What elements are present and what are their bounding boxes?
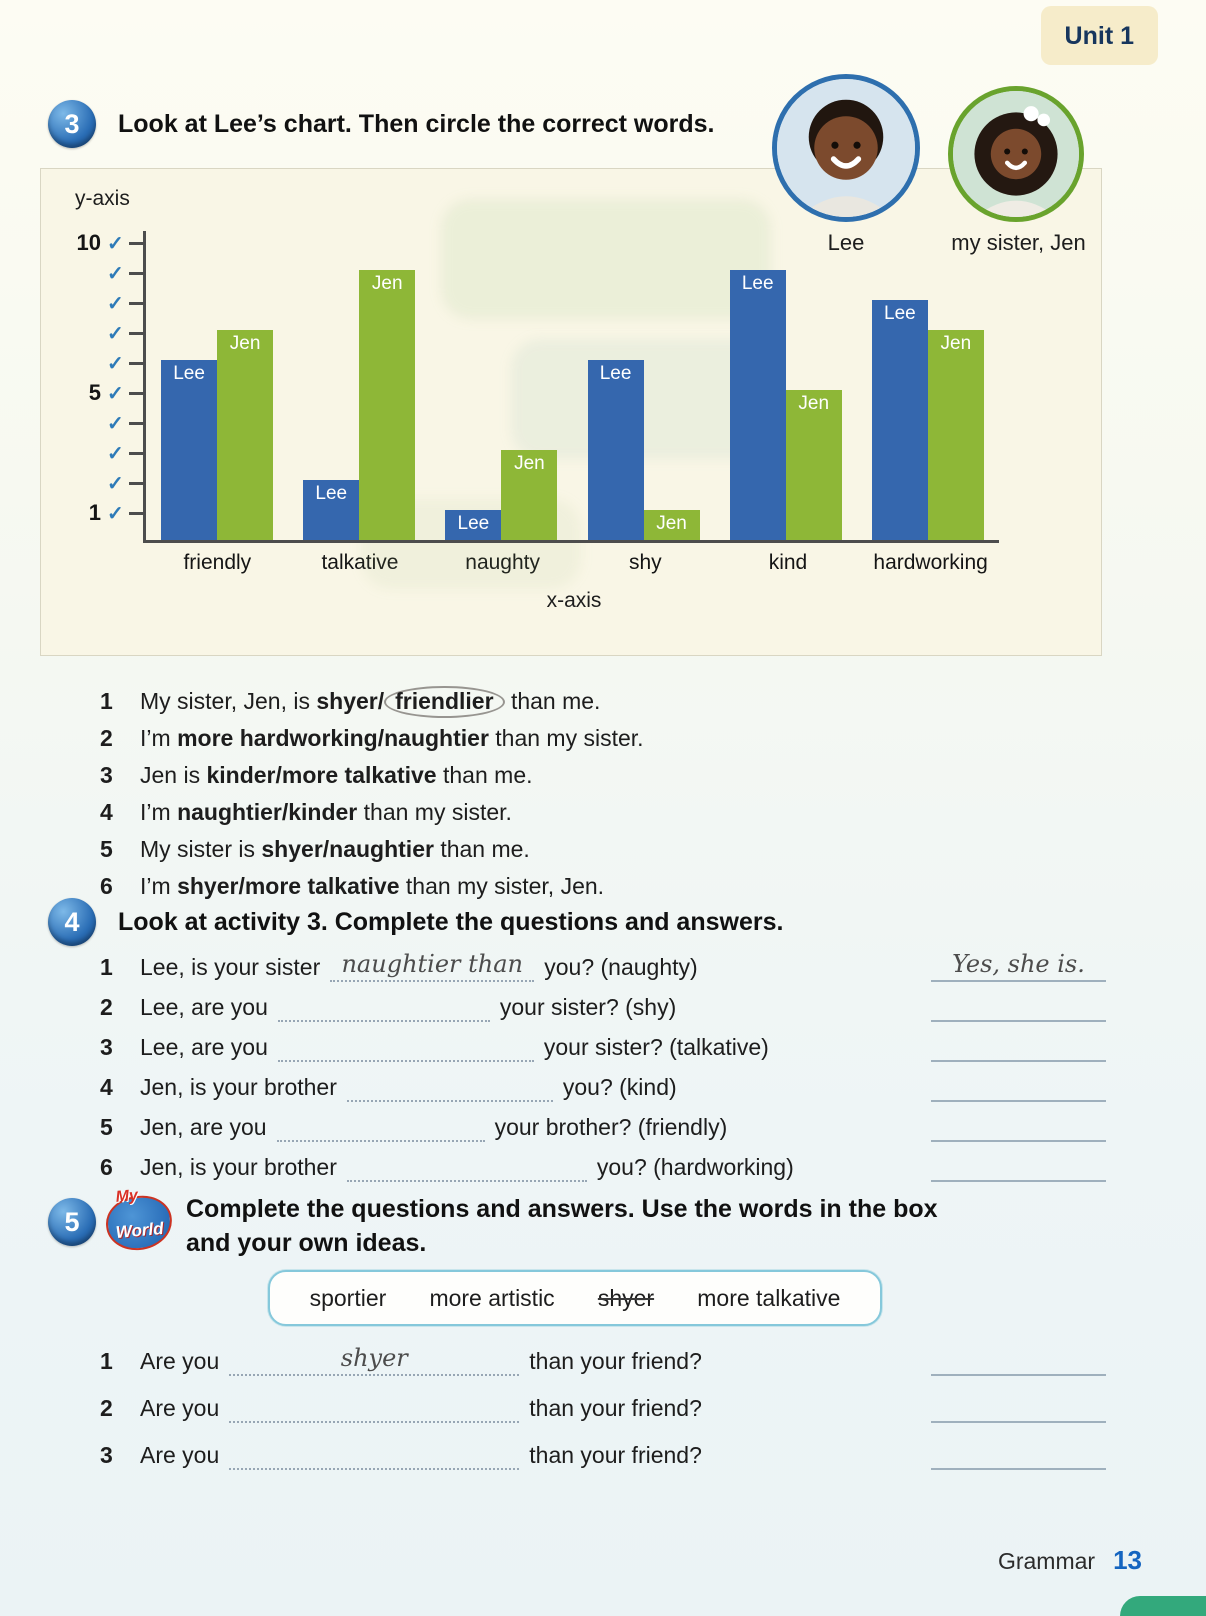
bar-label: Lee — [741, 273, 774, 294]
y-tick-label: 1 — [88, 500, 101, 525]
checkmark-icon: ✓ — [107, 412, 124, 435]
item-pre: Are you — [140, 1442, 220, 1468]
question-pre: I’m — [140, 799, 178, 825]
bar-label: Lee — [315, 483, 348, 504]
activity4-items — [100, 952, 1106, 1192]
tick-mark-line — [129, 392, 143, 395]
activity3-title: Look at Lee’s chart. Then circle the correct words. — [118, 109, 715, 138]
option-word[interactable]: shyer — [316, 688, 378, 714]
bar-label: Lee — [457, 513, 490, 534]
short-answer-line[interactable] — [931, 1440, 1106, 1470]
checkmark-icon: ✓ — [107, 262, 124, 285]
my-world-logo-bottom: World — [114, 1218, 165, 1243]
question-number: 2 — [100, 725, 113, 751]
bar-jen-friendly — [217, 330, 273, 540]
x-labels — [146, 543, 1002, 575]
option-word[interactable]: more talkative — [281, 762, 437, 788]
question-text — [140, 686, 600, 716]
tick-mark-line — [129, 512, 143, 515]
word-box-word[interactable]: more artistic — [429, 1284, 555, 1311]
tick-mark-line — [129, 362, 143, 365]
fill-row — [100, 1112, 1106, 1142]
checkmark-icon: ✓ — [107, 322, 124, 345]
bar-label: Lee — [884, 303, 916, 324]
question-number: 6 — [100, 873, 113, 899]
activity3-questions — [100, 686, 1100, 908]
option-word[interactable]: more hardworking — [177, 725, 378, 751]
short-answer-line[interactable] — [931, 1032, 1106, 1062]
x-label-friendly: friendly — [183, 551, 252, 574]
option-word[interactable]: naughtier — [177, 799, 282, 825]
question-pre: I’m — [140, 873, 178, 899]
item-pre: Lee, are you — [140, 994, 268, 1020]
my-world-logo-top: My — [114, 1187, 139, 1206]
item-post: your sister? (shy) — [499, 994, 677, 1020]
checkmark-icon: ✓ — [107, 382, 124, 405]
question-pre: I’m — [140, 725, 178, 751]
item-pre: Jen, is your brother — [140, 1074, 337, 1100]
option-separator: / — [275, 762, 282, 788]
question-text — [140, 760, 533, 790]
handwritten-answer: shyer — [340, 1344, 408, 1372]
short-answer-line[interactable] — [931, 1072, 1106, 1102]
bar-group-kind — [715, 270, 857, 540]
item-pre: Lee, are you — [140, 1034, 268, 1060]
answer-blank[interactable] — [330, 952, 534, 982]
checkmark-icon: ✓ — [107, 352, 124, 375]
bar-lee-hardworking — [872, 300, 928, 540]
short-answer-line[interactable] — [931, 1112, 1106, 1142]
item-pre: Are you — [140, 1395, 220, 1421]
question-number: 4 — [100, 799, 113, 825]
jen-caption: my sister, Jen — [951, 230, 1086, 255]
item-number: 2 — [100, 994, 113, 1020]
option-separator: / — [281, 799, 289, 825]
lee-caption: Lee — [827, 230, 865, 255]
answer-blank[interactable] — [229, 1346, 519, 1376]
answer-blank[interactable] — [278, 992, 490, 1022]
y-tick-7 — [67, 321, 143, 345]
y-axis-ticks — [67, 231, 143, 543]
x-label-naughty: naughty — [465, 551, 540, 574]
my-world-logo — [104, 1187, 174, 1253]
fill-row — [100, 1393, 1106, 1423]
y-tick-4 — [67, 411, 143, 435]
item-post: you? (hardworking) — [596, 1154, 794, 1180]
item-post: your brother? (friendly) — [494, 1114, 728, 1140]
question-row — [100, 760, 1100, 790]
bar-lee-kind — [730, 270, 786, 540]
question-row — [100, 871, 1100, 901]
question-row — [100, 797, 1100, 827]
item-post: than your friend? — [529, 1442, 702, 1468]
y-tick-8 — [67, 291, 143, 315]
short-answer-line[interactable] — [931, 1152, 1106, 1182]
item-pre: Jen, are you — [140, 1114, 267, 1140]
item-pre: Are you — [140, 1348, 220, 1374]
fill-row — [100, 1152, 1106, 1182]
y-tick-9 — [67, 261, 143, 285]
option-word[interactable]: kinder — [206, 762, 276, 788]
option-separator: / — [238, 873, 245, 899]
tick-mark-line — [129, 332, 143, 335]
word-box-word[interactable]: sportier — [309, 1284, 387, 1311]
bar-label: Jen — [656, 513, 687, 534]
bar-lee-talkative — [303, 480, 359, 540]
activity4-badge: 4 — [48, 898, 96, 946]
question-post: than my sister, Jen. — [399, 873, 605, 899]
question-text — [140, 834, 530, 864]
short-answer-line[interactable] — [931, 952, 1106, 982]
question-post: than my sister. — [488, 725, 644, 751]
question-pre: My sister, Jen, is — [140, 688, 317, 714]
bar-jen-talkative — [359, 270, 415, 540]
question-post: than me. — [436, 762, 533, 788]
item-number: 3 — [100, 1034, 113, 1060]
bar-lee-shy — [588, 360, 644, 540]
answer-blank[interactable] — [229, 1393, 519, 1423]
question-post: than my sister. — [357, 799, 512, 825]
question-number: 1 — [100, 688, 113, 714]
checkmark-icon: ✓ — [107, 442, 124, 465]
x-label-talkative: talkative — [321, 551, 399, 574]
jen-photo — [948, 86, 1084, 222]
bar-jen-kind — [786, 390, 842, 540]
handwritten-answer: naughtier than — [341, 950, 524, 978]
option-separator: / — [322, 836, 330, 862]
y-tick-6 — [67, 351, 143, 375]
question-pre: Jen is — [140, 762, 207, 788]
bar-jen-shy — [644, 510, 700, 540]
question-post: than me. — [433, 836, 530, 862]
item-pre: Lee, is your sister — [140, 954, 321, 980]
item-post: than your friend? — [529, 1395, 702, 1421]
bar-label: Jen — [229, 333, 261, 354]
option-word[interactable]: naughtier — [329, 836, 434, 862]
fill-row — [100, 1440, 1106, 1470]
activity3-header — [48, 100, 714, 148]
activity5-title: Complete the questions and answers. Use the words in the box and your own ideas. — [186, 1195, 938, 1257]
y-tick-5 — [67, 381, 143, 405]
bar-label: Jen — [798, 393, 830, 414]
bar-label: Jen — [371, 273, 403, 294]
option-separator: / — [377, 725, 385, 751]
y-tick-10 — [67, 231, 143, 255]
option-word[interactable]: shyer — [261, 836, 323, 862]
activity5-badge: 5 — [48, 1198, 96, 1246]
question-pre: My sister is — [140, 836, 262, 862]
bar-jen-hardworking — [928, 330, 984, 540]
tick-mark-line — [129, 272, 143, 275]
handwritten-answer: Yes, she is. — [952, 950, 1085, 978]
bar-group-shy — [572, 360, 714, 540]
question-row — [100, 723, 1100, 753]
checkmark-icon: ✓ — [107, 292, 124, 315]
tick-mark-line — [129, 482, 143, 485]
option-word[interactable]: naughtier — [384, 725, 489, 751]
checkmark-icon: ✓ — [107, 502, 124, 525]
bar-label: Jen — [514, 453, 545, 474]
question-row — [100, 686, 1100, 716]
item-number: 1 — [100, 954, 113, 980]
question-post: than me. — [504, 688, 601, 714]
short-answer-line[interactable] — [931, 1346, 1106, 1376]
word-box — [268, 1270, 882, 1326]
bar-label: Lee — [173, 363, 205, 384]
item-number: 4 — [100, 1074, 113, 1100]
tick-mark-line — [129, 302, 143, 305]
page-number: 13 — [1113, 1545, 1142, 1575]
x-label-hardworking: hardworking — [873, 551, 988, 574]
answer-blank[interactable] — [229, 1440, 519, 1470]
item-number: 6 — [100, 1154, 113, 1180]
checkmark-icon: ✓ — [107, 232, 124, 255]
item-number: 3 — [100, 1442, 113, 1468]
question-text — [140, 871, 604, 901]
x-label-kind: kind — [768, 551, 808, 574]
tick-mark-line — [129, 452, 143, 455]
option-word[interactable]: kinder — [288, 799, 358, 825]
item-number: 2 — [100, 1395, 113, 1421]
option-word[interactable]: more talkative — [244, 873, 400, 899]
bar-groups — [146, 231, 999, 540]
item-post: than your friend? — [529, 1348, 702, 1374]
x-label-shy: shy — [628, 551, 662, 574]
answer-blank[interactable] — [277, 1112, 485, 1142]
activity5-header — [48, 1198, 96, 1246]
page-corner-decoration — [1120, 1596, 1206, 1616]
answer-blank[interactable] — [278, 1032, 534, 1062]
answer-blank[interactable] — [347, 1072, 553, 1102]
question-text — [140, 723, 644, 753]
activity5-items — [100, 1346, 1106, 1480]
word-box-word[interactable]: more talkative — [697, 1284, 841, 1311]
bar-label: Jen — [940, 333, 972, 354]
activity4-header — [48, 898, 783, 946]
question-row — [100, 834, 1100, 864]
bar-group-friendly — [146, 330, 288, 540]
bar-group-talkative — [288, 270, 430, 540]
answer-blank[interactable] — [347, 1152, 587, 1182]
short-answer-line[interactable] — [931, 992, 1106, 1022]
fill-row — [100, 1072, 1106, 1102]
item-number: 5 — [100, 1114, 113, 1140]
option-word-circled[interactable]: friendlier — [384, 686, 504, 718]
chart-plot — [143, 231, 999, 543]
activity3-badge: 3 — [48, 100, 96, 148]
tick-mark-line — [129, 422, 143, 425]
option-separator: / — [377, 688, 385, 714]
x-axis-title: x-axis — [546, 589, 602, 612]
y-axis-title: y-axis — [75, 187, 130, 210]
bar-lee-naughty — [445, 510, 501, 540]
fill-row — [100, 952, 1106, 982]
y-tick-label: 10 — [76, 230, 101, 255]
option-word[interactable]: shyer — [177, 873, 239, 899]
footer — [998, 1545, 1142, 1576]
y-tick-1 — [67, 501, 143, 525]
activity4-title: Look at activity 3. Complete the questions and answers. — [118, 907, 784, 936]
bar-group-naughty — [430, 450, 572, 540]
item-pre: Jen, is your brother — [140, 1154, 337, 1180]
question-text — [140, 797, 512, 827]
item-post: you? (naughty) — [544, 954, 698, 980]
question-number: 3 — [100, 762, 113, 788]
footer-section-label: Grammar — [997, 1548, 1096, 1574]
fill-row — [100, 1032, 1106, 1062]
question-number: 5 — [100, 836, 113, 862]
fill-row — [100, 1346, 1106, 1376]
short-answer-line[interactable] — [931, 1393, 1106, 1423]
bar-lee-friendly — [161, 360, 217, 540]
y-tick-label: 5 — [88, 380, 101, 405]
word-box-word-struck[interactable]: shyer — [597, 1284, 655, 1311]
fill-row — [100, 992, 1106, 1022]
checkmark-icon: ✓ — [107, 472, 124, 495]
item-post: you? (kind) — [562, 1074, 677, 1100]
y-tick-2 — [67, 471, 143, 495]
unit-tab: Unit 1 — [1041, 6, 1158, 65]
item-post: your sister? (talkative) — [543, 1034, 769, 1060]
lee-photo — [772, 74, 920, 222]
tick-mark-line — [129, 242, 143, 245]
bar-label: Lee — [599, 363, 632, 384]
y-tick-3 — [67, 441, 143, 465]
bar-jen-naughty — [501, 450, 557, 540]
item-number: 1 — [100, 1348, 113, 1374]
bar-group-hardworking — [857, 300, 999, 540]
